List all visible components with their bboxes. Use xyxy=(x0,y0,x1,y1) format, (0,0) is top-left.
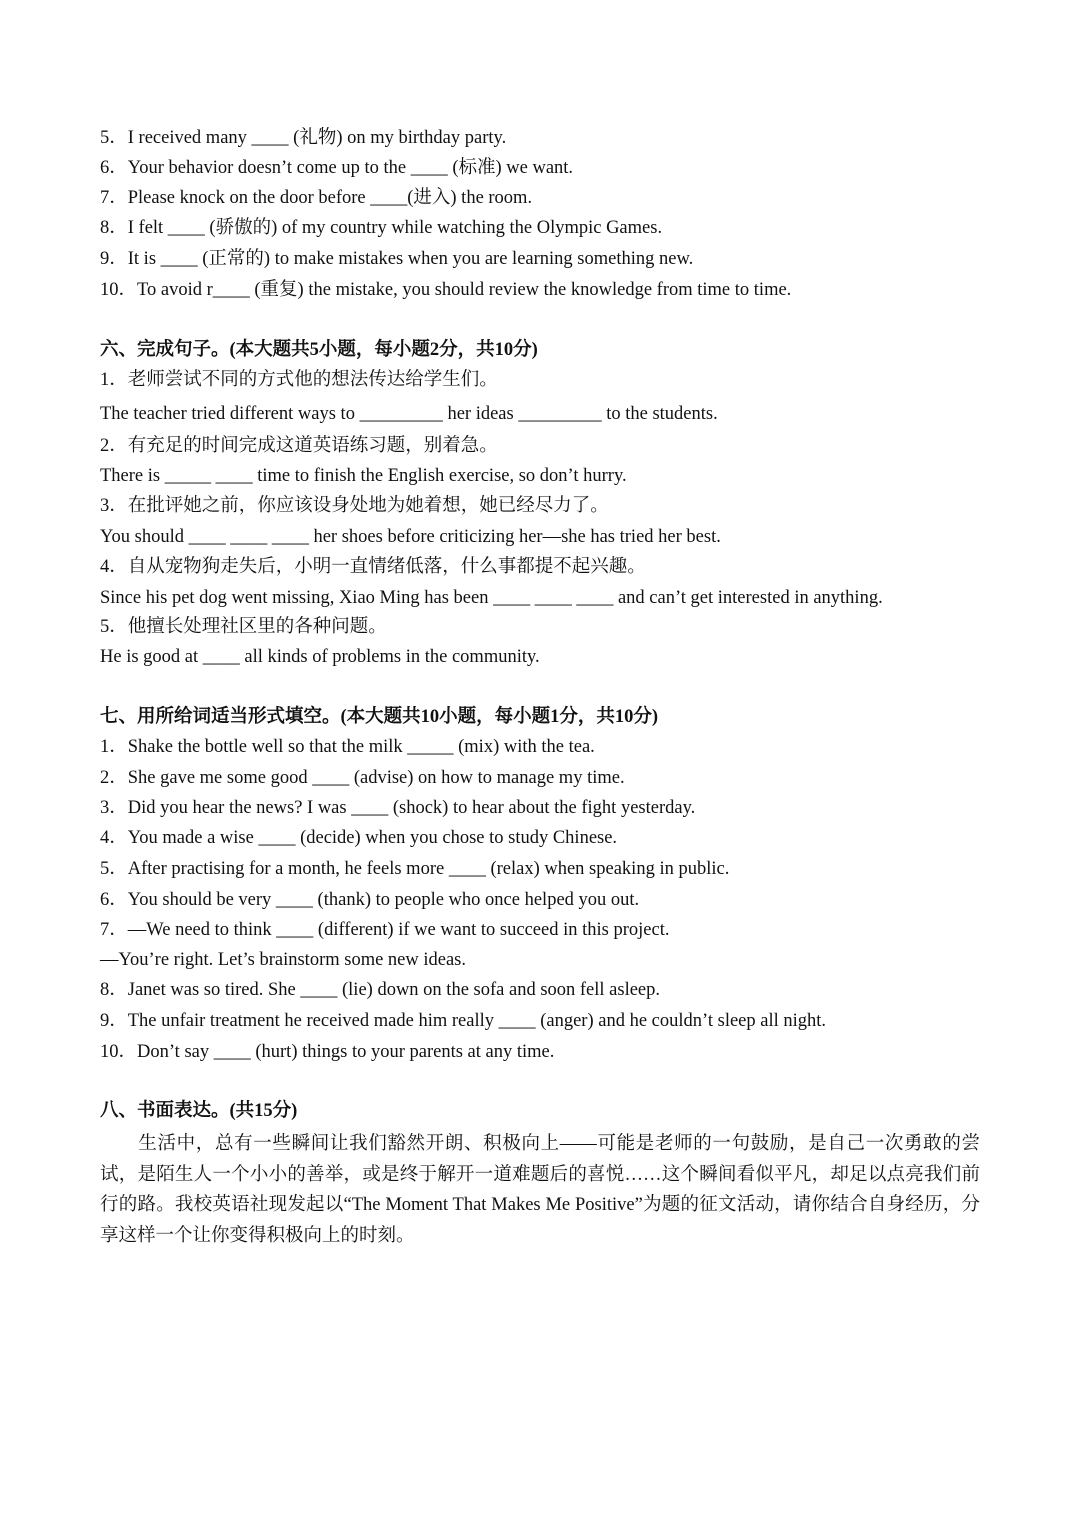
s7-item-6: 6．You should be very ____ (thank) to people who once helped you out. xyxy=(100,890,640,910)
s6-q5-en: He is good at ____ all kinds of problems in the community. xyxy=(100,647,540,667)
s7-item-8: 8．Janet was so tired. She ____ (lie) down on the sofa and soon fell asleep. xyxy=(100,980,661,1000)
s6-q3-en: You should ____ ____ ____ her shoes before criticizing her—she has tried her best. xyxy=(100,527,721,547)
s5-item-7: 7．Please knock on the door before ____(进入) the room. xyxy=(100,188,533,208)
s6-q4-en: Since his pet dog went missing, Xiao Ming has been ____ ____ ____ and can’t get interested in anything. xyxy=(100,588,883,608)
s7-item-4: 4．You made a wise ____ (decide) when you chose to study Chinese. xyxy=(100,828,618,848)
s7-item-5: 5．After practising for a month, he feels more ____ (relax) when speaking in public. xyxy=(100,859,730,879)
s7-item-9: 9．The unfair treatment he received made him really ____ (anger) and he couldn’t sleep all night. xyxy=(100,1011,827,1031)
s7-item-7: 7．—We need to think ____ (different) if we want to succeed in this project. xyxy=(100,920,670,940)
s6-q2-cn: 2．有充足的时间完成这道英语练习题，别着急。 xyxy=(100,436,498,456)
s7-item-2: 2．She gave me some good ____ (advise) on how to manage my time. xyxy=(100,768,625,788)
s6-q1-cn: 1．老师尝试不同的方式他的想法传达给学生们。 xyxy=(100,370,498,390)
section8-heading: 八、书面表达。(共15分) xyxy=(100,1101,298,1121)
s6-q1-en: The teacher tried different ways to _________ her ideas _________ to the students. xyxy=(100,404,718,424)
s7-item-1: 1．Shake the bottle well so that the milk _____ (mix) with the tea. xyxy=(100,737,595,757)
section6-heading: 六、完成句子。(本大题共5小题，每小题2分，共10分) xyxy=(100,340,538,360)
s6-q4-cn: 4．自从宠物狗走失后，小明一直情绪低落，什么事都提不起兴趣。 xyxy=(100,557,646,577)
s7-item-7-reply: —You’re right. Let’s brainstorm some new ideas. xyxy=(100,950,467,970)
s7-item-10: 10．Don’t say ____ (hurt) things to your parents at any time. xyxy=(100,1042,555,1062)
s5-item-8: 8．I felt ____ (骄傲的) of my country while watching the Olympic Games. xyxy=(100,218,663,238)
s6-q3-cn: 3．在批评她之前，你应该设身处地为她着想，她已经尽力了。 xyxy=(100,496,609,516)
s5-item-5: 5．I received many ____ (礼物) on my birthday party. xyxy=(100,128,507,148)
section8-prompt: 生活中，总有一些瞬间让我们豁然开朗、积极向上——可能是老师的一句鼓励，是自己一次勇敢的尝试，是陌生人一个小小的善举，或是终于解开一道难题后的喜悦……这个瞬间看似平凡，却足以点亮我们前行的路。我校英语社现发起以“The Moment That Makes Me Positive”为题的征文活动，请你结合自身经历，分享这样一个让你变得积极向上的时刻。 xyxy=(100,1134,980,1246)
s7-item-3: 3．Did you hear the news? I was ____ (shock) to hear about the fight yesterday. xyxy=(100,798,696,818)
s6-q2-en: There is _____ ____ time to finish the English exercise, so don’t hurry. xyxy=(100,466,627,486)
s5-item-9: 9．It is ____ (正常的) to make mistakes when you are learning something new. xyxy=(100,249,694,269)
s5-item-10: 10．To avoid r____ (重复) the mistake, you should review the knowledge from time to time. xyxy=(100,280,792,300)
section7-heading: 七、用所给词适当形式填空。(本大题共10小题，每小题1分，共10分) xyxy=(100,707,659,727)
s6-q5-cn: 5．他擅长处理社区里的各种问题。 xyxy=(100,617,387,637)
s5-item-6: 6．Your behavior doesn’t come up to the ____ (标准) we want. xyxy=(100,158,574,178)
